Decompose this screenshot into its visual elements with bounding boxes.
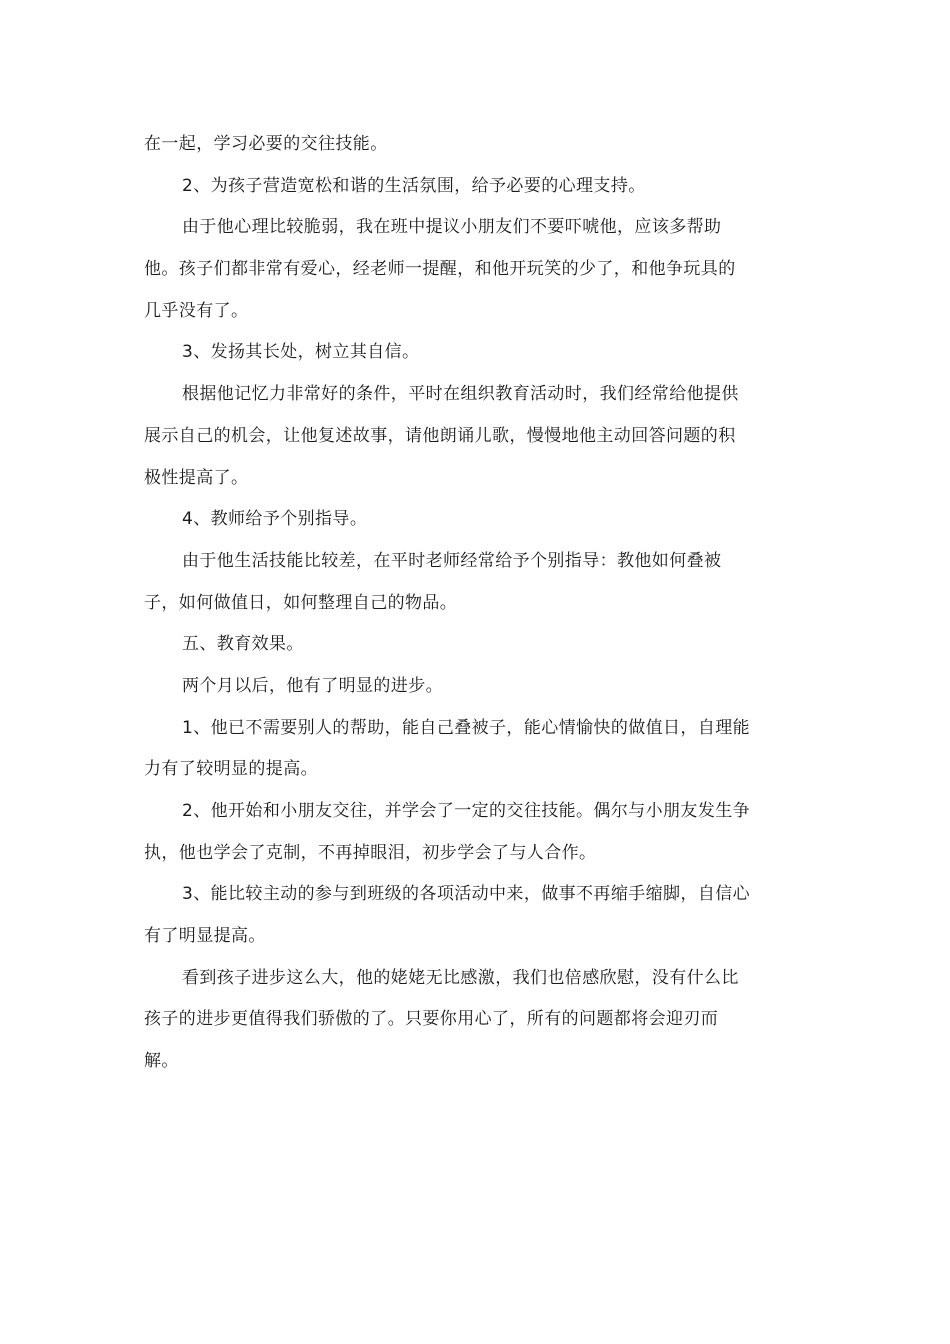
section-heading-2: 2、为孩子营造宽松和谐的生活氛围，给予必要的心理支持。 (182, 175, 646, 196)
closing-paragraph-line: 解。 (144, 1051, 179, 1072)
paragraph-line: 由于他生活技能比较差，在平时老师经常给予个别指导：教他如何叠被 (182, 550, 722, 571)
paragraph-line: 他。孩子们都非常有爱心，经老师一提醒，和他开玩笑的少了，和他争玩具的 (144, 259, 736, 280)
paragraph-line: 子，如何做值日，如何整理自己的物品。 (144, 592, 458, 613)
list-item-3: 3、能比较主动的参与到班级的各项活动中来，做事不再缩手缩脚，自信心 (182, 884, 751, 905)
document-body (144, 124, 808, 1083)
section-heading-five: 五、教育效果。 (182, 634, 304, 655)
section-heading-3: 3、发扬其长处，树立其自信。 (182, 342, 420, 363)
paragraph-line: 由于他心理比较脆弱，我在班中提议小朋友们不要吓唬他，应该多帮助 (182, 217, 722, 238)
section-heading-4: 4、教师给予个别指导。 (182, 509, 368, 530)
list-item-2: 2、他开始和小朋友交往，并学会了一定的交往技能。偶尔与小朋友发生争 (182, 801, 751, 821)
paragraph-line: 几乎没有了。 (144, 300, 249, 321)
paragraph-line: 极性提高了。 (144, 467, 249, 488)
list-item-1: 1、他已不需要别人的帮助，能自己叠被子，能心情愉快的做值日，自理能 (182, 717, 751, 738)
closing-paragraph-line: 孩子的进步更值得我们骄傲的了。只要你用心了，所有的问题都将会迎刃而 (144, 1009, 719, 1030)
closing-paragraph-line: 看到孩子进步这么大，他的姥姥无比感激，我们也倍感欣慰，没有什么比 (182, 967, 739, 988)
paragraph-continuation-line: 在一起，学习必要的交往技能。 (144, 134, 388, 154)
paragraph-line: 根据他记忆力非常好的条件，平时在组织教育活动时，我们经常给他提供 (182, 384, 739, 405)
paragraph-line: 两个月以后，他有了明显的进步。 (182, 675, 443, 696)
list-item-3-continuation: 有了明显提高。 (144, 926, 266, 947)
list-item-1-continuation: 力有了较明显的提高。 (144, 759, 318, 780)
paragraph-line: 展示自己的机会，让他复述故事，请他朗诵儿歌，慢慢地他主动回答问题的积 (144, 425, 736, 446)
list-item-2-continuation: 执，他也学会了克制，不再掉眼泪，初步学会了与人合作。 (144, 842, 597, 863)
